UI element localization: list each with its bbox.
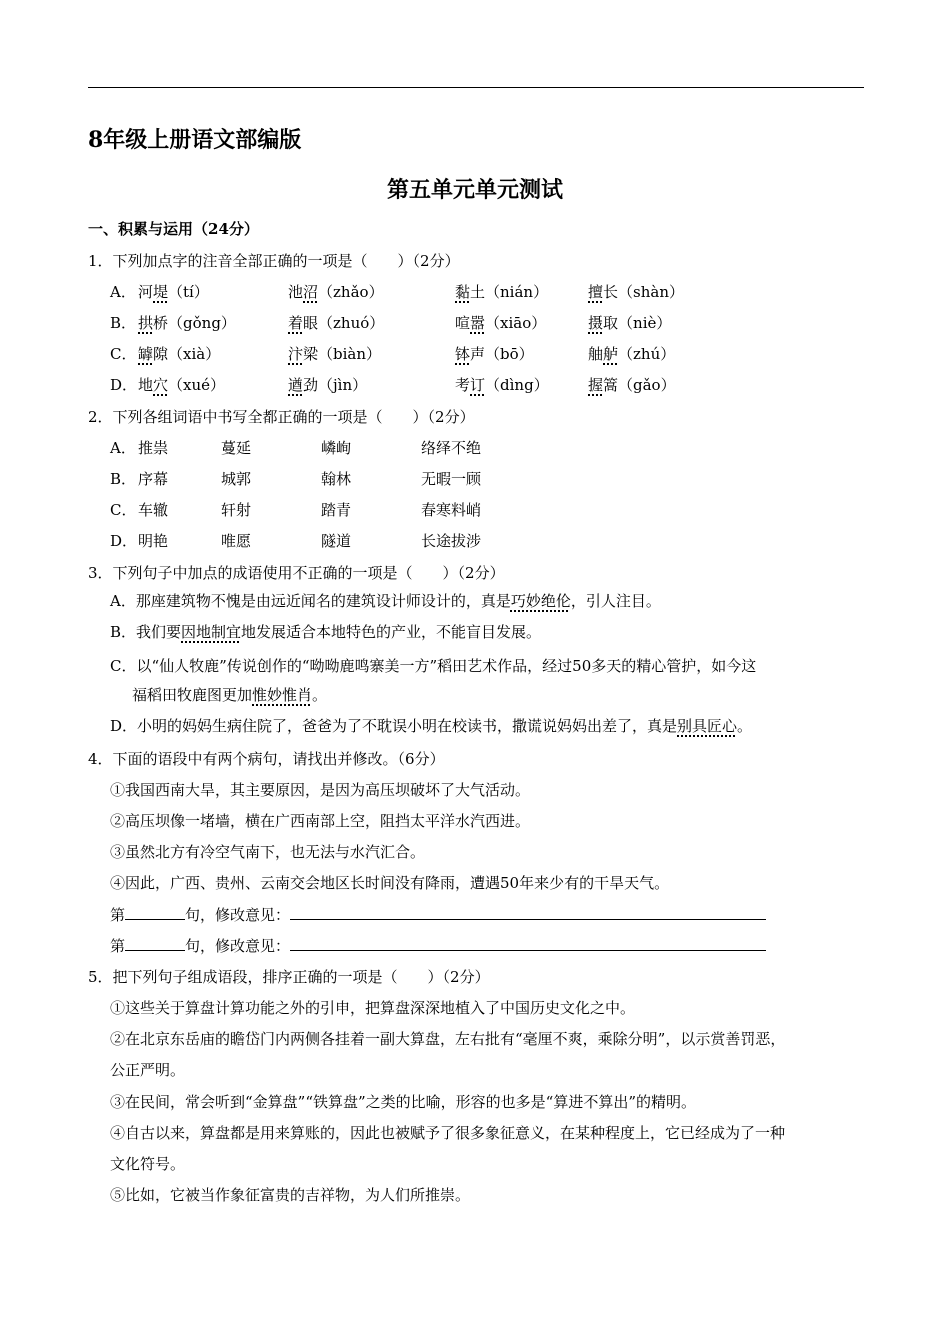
q5-sentence-4-line-2: 文化符号。 [110,1155,186,1173]
q2-option-a-word-1: 推祟 [138,439,169,457]
q3-option-c-line-2: 福稻田牧鹿图更加惟妙惟肖。 [132,686,328,704]
q1-option-d-item-2: 遒劲（jìn） [288,376,368,394]
question-5-stem: 5．把下列句子组成语段，排序正确的一项是（ ）（2分） [88,968,490,986]
q2-option-b-label: B． [110,470,137,488]
q1-option-c-item-3: 钵声（bō） [455,345,534,363]
q1-option-c-item-2: 汴梁（biàn） [288,345,382,363]
q1-option-d-item-1: 地穴（xué） [138,376,226,394]
q1-option-b-item-4: 摄取（niè） [588,314,672,332]
q1-option-b-item-2: 着眼（zhuó） [288,314,385,332]
q4-revision-blank-1[interactable] [290,903,766,920]
q2-option-c-label: C． [110,501,137,519]
q4-answer-line-1: 第 句，修改意见： [110,903,766,926]
q4-answer-line-2: 第 句，修改意见： [110,934,766,957]
q4-sentence-2: ②高压坝像一堵墙，横在广西南部上空，阻挡太平洋水汽西进。 [110,812,531,830]
q4-sentence-1: ①我国西南大旱，其主要原因，是因为高压坝破坏了大气活动。 [110,781,531,799]
q1-option-a-label: A． [110,283,136,301]
q1-option-a-item-2: 池沼（zhǎo） [288,283,384,301]
q5-sentence-2-line-2: 公正严明。 [110,1061,186,1079]
q3-option-b: B．我们要因地制宜地发展适合本地特色的产业，不能盲目发展。 [110,623,542,641]
q2-option-b-word-3: 翰林 [321,470,352,488]
q2-option-b-word-4: 无暇一顾 [421,470,482,488]
q1-option-b-item-3: 喧嚣（xiāo） [455,314,547,332]
q2-option-c-word-3: 踏青 [321,501,352,519]
header-rule [88,87,864,88]
document-title: 8年级上册语文部编版 [88,127,302,153]
q4-sentence-number-blank-1[interactable] [125,903,185,920]
q2-option-a-label: A． [110,439,136,457]
q2-option-d-label: D． [110,532,138,550]
q1-option-a-item-1: 河堤（tí） [138,283,209,301]
q2-option-a-word-4: 络绎不绝 [421,439,482,457]
q5-sentence-5: ⑤比如，它被当作象征富贵的吉祥物，为人们所推崇。 [110,1186,471,1204]
q1-option-d-item-3: 考订（dìng） [455,376,549,394]
q2-option-d-word-1: 明艳 [138,532,169,550]
q5-sentence-2-line-1: ②在北京东岳庙的瞻岱门内两侧各挂着一副大算盘，左右批有“毫厘不爽，乘除分明”，以示赏善罚恶， [110,1030,786,1048]
section-heading: 一、积累与运用（24分） [88,220,259,238]
q1-option-c-item-4: 舳舻（zhú） [588,345,676,363]
q5-sentence-1: ①这些关于算盘计算功能之外的引申，把算盘深深地植入了中国历史文化之中。 [110,999,636,1017]
q3-option-c-line-1: C．以“仙人牧鹿”传说创作的“呦呦鹿鸣寨美一方”稻田艺术作品，经过50多天的精心管护，如今这 [110,657,757,675]
q4-sentence-number-blank-2[interactable] [125,934,185,951]
q1-option-a-item-3: 黏土（nián） [455,283,549,301]
q2-option-d-word-2: 唯愿 [221,532,252,550]
q2-option-b-word-1: 序幕 [138,470,169,488]
q2-option-c-word-4: 春寒料峭 [421,501,482,519]
q1-option-d-label: D． [110,376,138,394]
q2-option-d-word-3: 隧道 [321,532,352,550]
unit-title: 第五单元单元测试 [386,177,563,203]
q2-option-a-word-3: 嶙峋 [321,439,352,457]
q1-option-d-item-4: 握篙（gǎo） [588,376,676,394]
q2-option-c-word-2: 轩射 [221,501,252,519]
q2-option-d-word-4: 长途拔涉 [421,532,482,550]
q5-sentence-3: ③在民间，常会听到“金算盘”“铁算盘”之类的比喻，形容的也多是“算进不算出”的精明。 [110,1093,697,1111]
q4-sentence-3: ③虽然北方有冷空气南下，也无法与水汽汇合。 [110,843,426,861]
q2-option-a-word-2: 蔓延 [221,439,252,457]
question-3-stem: 3．下列句子中加点的成语使用不正确的一项是（ ）（2分） [88,564,505,582]
question-4-stem: 4．下面的语段中有两个病句，请找出并修改。（6分） [88,750,445,768]
q2-option-b-word-2: 城郭 [221,470,252,488]
q4-revision-blank-2[interactable] [290,934,766,951]
q1-option-b-label: B． [110,314,137,332]
q3-option-a: A．那座建筑物不愧是由远近闻名的建筑设计师设计的，真是巧妙绝伦，引人注目。 [110,592,661,610]
q1-option-c-label: C． [110,345,137,363]
q1-option-a-item-4: 擅长（shàn） [588,283,684,301]
q5-sentence-4-line-1: ④自古以来，算盘都是用来算账的，因此也被赋予了很多象征意义，在某种程度上，它已经成为了一种 [110,1124,786,1142]
q1-option-b-item-1: 拱桥（gǒng） [138,314,236,332]
q1-option-c-item-1: 罅隙（xià） [138,345,221,363]
q2-option-c-word-1: 车辙 [138,501,169,519]
question-1-stem: 1．下列加点字的注音全部正确的一项是（ ）（2分） [88,252,460,270]
q4-sentence-4: ④因此，广西、贵州、云南交会地区长时间没有降雨，遭遇50年来少有的干旱天气。 [110,874,670,892]
question-2-stem: 2．下列各组词语中书写全都正确的一项是（ ）（2分） [88,408,475,426]
q3-option-d: D．小明的妈妈生病住院了，爸爸为了不耽误小明在校读书，撒谎说妈妈出差了，真是别具匠心。 [110,717,753,735]
